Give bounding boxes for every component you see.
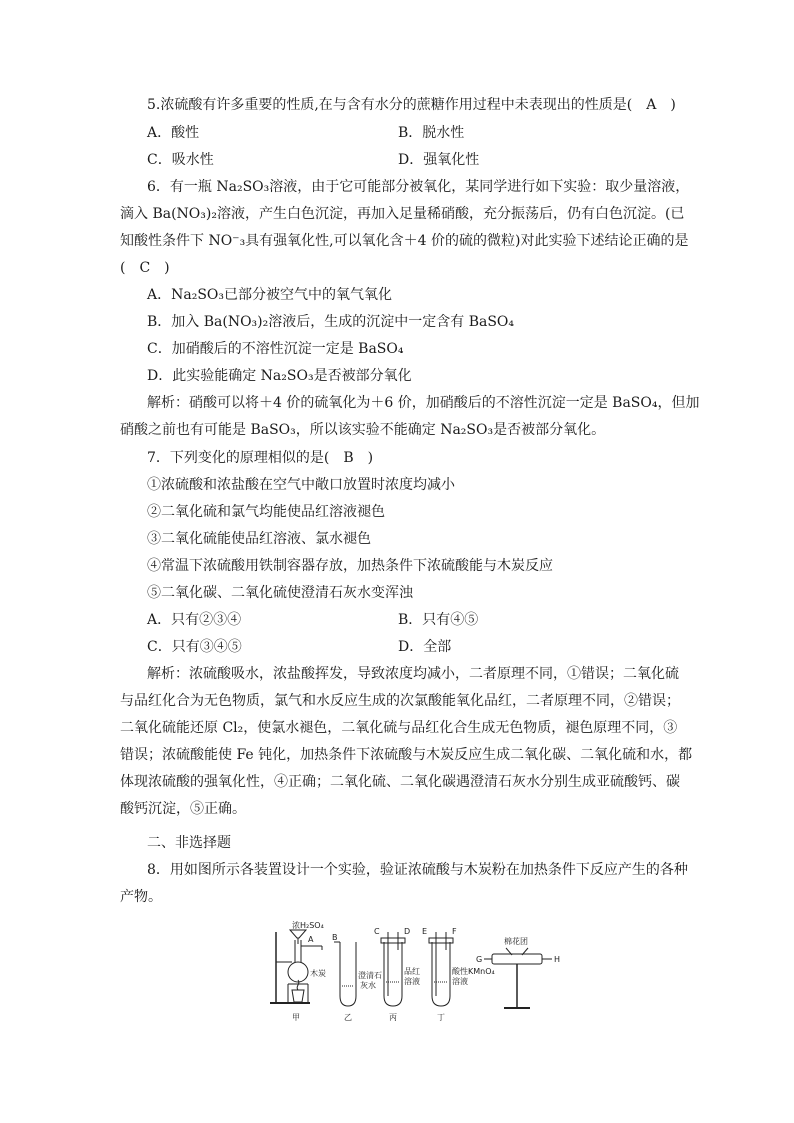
q6-option-b: B．加入 Ba(NO₃)₂溶液后，生成的沉淀中一定含有 BaSO₄: [147, 314, 515, 330]
q7-analysis-line-6: 酸钙沉淀，⑤正确。: [120, 801, 246, 817]
apparatus-yi: [334, 942, 356, 1006]
q7-analysis-line-3: 二氧化硫能还原 Cl₂，使氯水褪色，二氧化硫与品红化合生成无色物质，褪色原理不同，③: [120, 720, 678, 736]
q5-option-a: A．酸性: [147, 125, 200, 141]
label-h: H: [554, 955, 561, 964]
q6-stem-line-4: ( C ): [120, 260, 170, 276]
q6-option-c: C．加硝酸后的不溶性沉淀一定是 BaSO₄: [147, 341, 404, 357]
q6-stem-line-1: 6．有一瓶 Na₂SO₃溶液，由于它可能部分被氧化，某同学进行如下实验：取少量溶液，: [147, 179, 690, 195]
caption-bing: 丙: [389, 1013, 397, 1022]
apparatus-bing: [381, 932, 405, 1006]
q7-analysis-line-5: 体现浓硫酸的强氧化性，④正确；二氧化硫、二氧化碳遇澄清石灰水分别生成亚硫酸钙、碳: [120, 774, 680, 790]
q6-stem-line-2: 滴入 Ba(NO₃)₂溶液，产生白色沉淀，再加入足量稀硝酸，充分振荡后，仍有白色沉淀。(已: [120, 206, 685, 222]
label-charcoal: 木炭: [310, 969, 326, 978]
apparatus-diagram: [262, 920, 562, 1025]
label-c: C: [374, 927, 380, 936]
q6-stem-line-3: 知酸性条件下 NO⁻₃具有强氧化性,可以氧化含＋4 价的硫的微粒)对此实验下述结论正确的是: [120, 233, 689, 249]
label-d: D: [404, 927, 411, 936]
q6-analysis-line-1: 解析：硝酸可以将＋4 价的硫氧化为＋6 价，加硝酸后的不溶性沉淀一定是 BaSO₄，但加: [147, 395, 700, 411]
q7-option-c: C．只有③④⑤: [147, 639, 242, 655]
label-lime-water-2: 灰水: [360, 981, 376, 990]
q7-option-b: B．只有④⑤: [398, 612, 479, 628]
q7-option-d: D．全部: [398, 639, 452, 655]
q5-option-d: D．强氧化性: [398, 152, 480, 168]
label-f: F: [452, 927, 457, 936]
caption-yi: 乙: [344, 1013, 352, 1022]
q7-item-3: ③二氧化硫能使品红溶液、氯水褪色: [147, 531, 371, 547]
label-pinkred-1: 品红: [404, 967, 420, 976]
q7-item-5: ⑤二氧化碳、二氧化硫使澄清石灰水变浑浊: [147, 585, 413, 601]
apparatus-ding: [429, 932, 453, 1006]
q7-analysis-line-1: 解析：浓硫酸吸水，浓盐酸挥发，导致浓度均减小，二者原理不同，①错误；二氧化硫: [147, 666, 679, 682]
label-cotton: 棉花团: [504, 937, 528, 946]
section-heading: 二、非选择题: [147, 835, 231, 851]
q7-item-4: ④常温下浓硫酸用铁制容器存放，加热条件下浓硫酸能与木炭反应: [147, 558, 553, 574]
label-kmno4-1: 酸性KMnO₄: [452, 967, 495, 976]
label-a: A: [308, 935, 314, 944]
apparatus-drying-tube: [484, 948, 552, 1008]
apparatus-figure: [262, 920, 562, 1025]
q7-analysis-line-4: 错误；浓硫酸能使 Fe 钝化，加热条件下浓硫酸与木炭反应生成二氧化碳、二氧化硫和水，都: [120, 747, 693, 763]
q7-item-2: ②二氧化硫和氯气均能使品红溶液褪色: [147, 504, 385, 520]
q7-option-a: A．只有②③④: [147, 612, 242, 628]
q6-option-d: D．此实验能确定 Na₂SO₃是否被部分氧化: [147, 368, 412, 384]
label-pinkred-2: 溶液: [404, 977, 420, 986]
label-g: G: [476, 955, 483, 964]
label-acid: 浓H₂SO₄: [292, 921, 324, 930]
label-lime-water-1: 澄清石: [358, 971, 382, 980]
q5-option-c: C．吸水性: [147, 152, 214, 168]
label-kmno4-2: 溶液: [452, 977, 468, 986]
caption-ding: 丁: [437, 1013, 445, 1022]
q7-item-1: ①浓硫酸和浓盐酸在空气中敞口放置时浓度均减小: [147, 477, 455, 493]
label-e: E: [422, 927, 428, 936]
apparatus-jia: [270, 930, 322, 1003]
q8-stem-line-2: 产物。: [120, 889, 162, 905]
q5-stem: 5.浓硫酸有许多重要的性质,在与含有水分的蔗糖作用过程中未表现出的性质是( A ): [147, 97, 676, 113]
caption-jia: 甲: [292, 1013, 300, 1022]
q6-analysis-line-2: 硝酸之前也有可能是 BaSO₃，所以该实验不能确定 Na₂SO₃是否被部分氧化。: [120, 422, 606, 438]
q8-stem-line-1: 8．用如图所示各装置设计一个实验，验证浓硫酸与木炭粉在加热条件下反应产生的各种: [147, 862, 688, 878]
label-b: B: [332, 933, 338, 942]
q5-option-b: B．脱水性: [398, 125, 465, 141]
q7-analysis-line-2: 与品红化合为无色物质，氯气和水反应生成的次氯酸能氧化品红，二者原理不同，②错误；: [120, 693, 680, 709]
q7-stem: 7．下列变化的原理相似的是( B ): [147, 450, 374, 466]
q6-option-a: A．Na₂SO₃已部分被空气中的氧气氧化: [147, 287, 392, 303]
